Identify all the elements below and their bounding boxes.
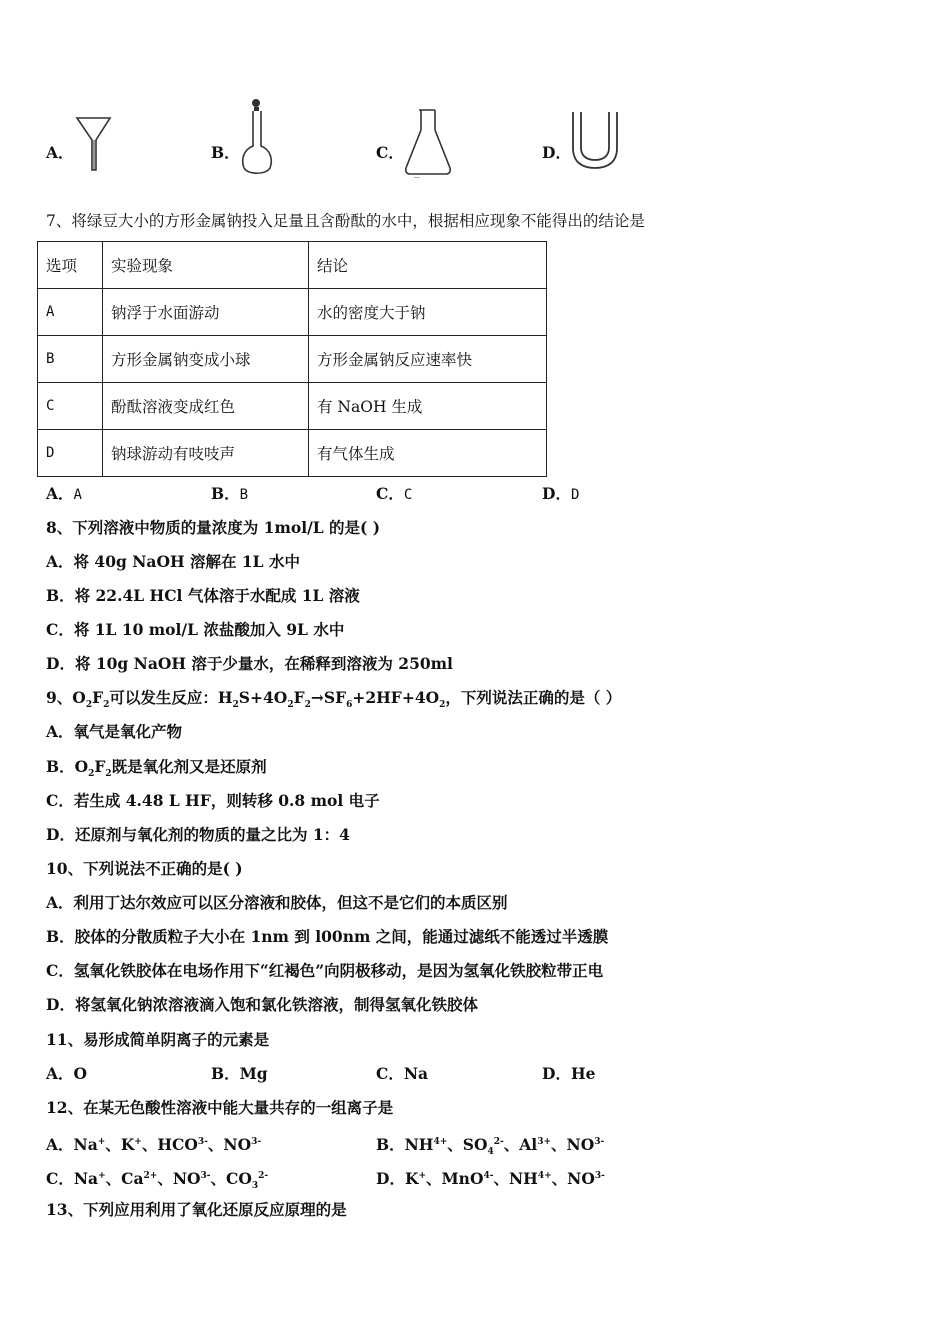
q7-option-d[interactable] (542, 484, 579, 505)
q9-stem-b: ，下列说法正确的是（ ） (445, 688, 622, 707)
table-cell: 方形金属钠变成小球 (103, 336, 309, 383)
table-cell: 水的密度大于钠 (309, 289, 547, 336)
q8-option-c[interactable] (46, 620, 344, 640)
q9-option-a[interactable] (46, 722, 182, 742)
q8-option-d[interactable] (46, 654, 453, 674)
option-text: D (570, 487, 580, 503)
q12-option-a[interactable] (46, 1132, 261, 1155)
option-label: B． (46, 927, 75, 946)
q7-option-b[interactable] (211, 484, 248, 505)
funnel-icon (74, 112, 114, 174)
table-row (38, 430, 547, 477)
option-text: 若生成 4.48 L HF，则转移 0.8 mol 电子 (73, 791, 380, 810)
q9-option-b[interactable] (46, 757, 267, 784)
option-text: 将 40g NaOH 溶解在 1L 水中 (73, 552, 300, 571)
option-text: A (73, 487, 82, 503)
table-cell: 方形金属钠反应速率快 (309, 336, 547, 383)
option-label: C． (46, 1169, 74, 1189)
option-label: B． (211, 1064, 240, 1083)
option-text: Na+、$Ca^{2+}$、$NO^{3-}$、$CO_3^{2-}$ (73, 1169, 269, 1192)
q8-stem: 8、下列溶液中物质的量浓度为 1mol/L 的是( ) (46, 518, 381, 537)
q6-option-a-label[interactable]: A． (46, 143, 74, 162)
option-label: D． (542, 484, 571, 503)
option-label: C． (376, 484, 404, 503)
table-row (38, 336, 547, 383)
option-label: A． (46, 552, 74, 571)
option-label: D． (46, 995, 75, 1014)
u-tube-icon (568, 108, 622, 172)
q6-option-b-label[interactable]: B． (211, 143, 240, 162)
option-label: D． (46, 654, 75, 673)
option-text: 利用丁达尔效应可以区分溶液和胶体，但这不是它们的本质区别 (73, 893, 508, 912)
q7-option-c[interactable] (376, 484, 412, 505)
q11-option-c[interactable] (376, 1064, 428, 1084)
table-cell: 有气体生成 (309, 430, 547, 477)
option-text: 氧气是氧化产物 (73, 722, 183, 741)
table-cell: 有 NaOH 生成 (309, 383, 547, 430)
q11-option-d[interactable] (542, 1064, 595, 1084)
q9-number: 9、 (46, 688, 73, 707)
reaction-equation: $H_2S+4O_2F_2\to SF_6+2HF+4O_2$ (217, 688, 446, 711)
q10-stem: 10、下列说法不正确的是( ) (46, 859, 243, 878)
q9-stem-a: 可以发生反应： (109, 688, 218, 707)
q13-stem: 13、下列应用利用了氧化还原反应原理的是 (46, 1200, 347, 1219)
option-text: 还原剂与氧化剂的物质的量之比为 1：4 (74, 825, 350, 844)
option-label: B． (211, 484, 240, 503)
q6-option-d-label[interactable]: D． (542, 143, 571, 162)
q12-option-d[interactable] (376, 1166, 605, 1189)
option-label: A． (46, 893, 74, 912)
option-text: $NH^{4+}$、$SO_4^{2-}$、$Al^{3+}$、$NO^{3-}$ (404, 1135, 605, 1158)
o2f2-formula: $O_2F_2$ (74, 757, 112, 780)
option-text: He (570, 1064, 596, 1083)
q11-stem: 11、易形成简单阴离子的元素是 (46, 1030, 270, 1049)
table-header-cell: 结论 (309, 242, 547, 289)
volumetric-flask-icon (238, 98, 278, 178)
table-row (38, 289, 547, 336)
option-label: B． (46, 757, 75, 776)
q9-option-d[interactable] (46, 825, 350, 845)
option-text: K+、MnO$^{4-}$、$NH^{4+}$、$NO^{3-}$ (404, 1169, 605, 1189)
option-label: C． (46, 961, 74, 980)
table-cell: B (38, 336, 103, 383)
option-label: C． (46, 791, 74, 810)
option-text: Mg (239, 1064, 268, 1083)
q7-option-a[interactable] (46, 484, 82, 505)
q10-option-b[interactable] (46, 927, 608, 947)
option-label: A． (46, 1064, 74, 1083)
option-text: 将 1L 10 mol/L 浓盐酸加入 9L 水中 (73, 620, 345, 639)
option-text: 将氢氧化钠浓溶液滴入饱和氯化铁溶液，制得氢氧化铁胶体 (74, 995, 478, 1014)
table-header-row (38, 242, 547, 289)
q12-option-c[interactable] (46, 1166, 268, 1196)
option-label: D． (46, 825, 75, 844)
q10-option-c[interactable] (46, 961, 603, 981)
table-cell: 钠球游动有吱吱声 (103, 430, 309, 477)
option-text: 将 22.4L HCl 气体溶于水配成 1L 溶液 (74, 586, 360, 605)
o2f2-formula: $O_2F_2$ (72, 688, 110, 711)
option-text: 氢氧化铁胶体在电场作用下“红褐色”向阴极移动，是因为氢氧化铁胶粒带正电 (73, 961, 604, 980)
option-text: C (403, 487, 413, 503)
q11-option-a[interactable] (46, 1064, 87, 1084)
q11-option-b[interactable] (211, 1064, 268, 1084)
q9-stem (46, 688, 621, 715)
option-label: A． (46, 722, 74, 741)
table-cell: 酚酞溶液变成红色 (103, 383, 309, 430)
q8-option-a[interactable] (46, 552, 300, 572)
option-label: C． (46, 620, 74, 639)
q10-option-a[interactable] (46, 893, 508, 913)
table-cell: 钠浮于水面游动 (103, 289, 309, 336)
option-label: A． (46, 1135, 74, 1155)
option-label: D． (542, 1064, 571, 1083)
table-cell: C (38, 383, 103, 430)
table-row (38, 383, 547, 430)
option-text: 既是氧化剂又是还原剂 (111, 757, 267, 776)
option-label: A． (46, 484, 74, 503)
q12-stem: 12、在某无色酸性溶液中能大量共存的一组离子是 (46, 1098, 394, 1117)
q6-option-c-label[interactable]: C． (376, 143, 404, 162)
option-text: O (73, 1064, 88, 1083)
q7-stem: 7、将绿豆大小的方形金属钠投入足量且含酚酞的水中，根据相应现象不能得出的结论是 (46, 212, 645, 230)
q7-table (37, 241, 547, 477)
table-header-cell: 实验现象 (103, 242, 309, 289)
q10-option-d[interactable] (46, 995, 478, 1015)
option-text: 胶体的分散质粒子大小在 1nm 到 l00nm 之间，能通过滤纸不能透过半透膜 (74, 927, 609, 946)
q9-option-c[interactable] (46, 791, 380, 811)
q12-option-b[interactable] (376, 1132, 604, 1162)
option-label: B． (376, 1135, 405, 1155)
table-cell: A (38, 289, 103, 336)
table-header-cell: 选项 (38, 242, 103, 289)
table-cell: D (38, 430, 103, 477)
option-text: 将 10g NaOH 溶于少量水，在稀释到溶液为 250ml (74, 654, 453, 673)
option-text: Na+、K+、$HCO^{3-}$、$NO^{3-}$ (73, 1135, 262, 1155)
q8-option-b[interactable] (46, 586, 360, 606)
option-text: B (239, 487, 249, 503)
option-label: D． (376, 1169, 405, 1189)
option-text: Na (403, 1064, 429, 1083)
erlenmeyer-flask-icon (400, 106, 456, 178)
option-label: B． (46, 586, 75, 605)
option-label: C． (376, 1064, 404, 1083)
